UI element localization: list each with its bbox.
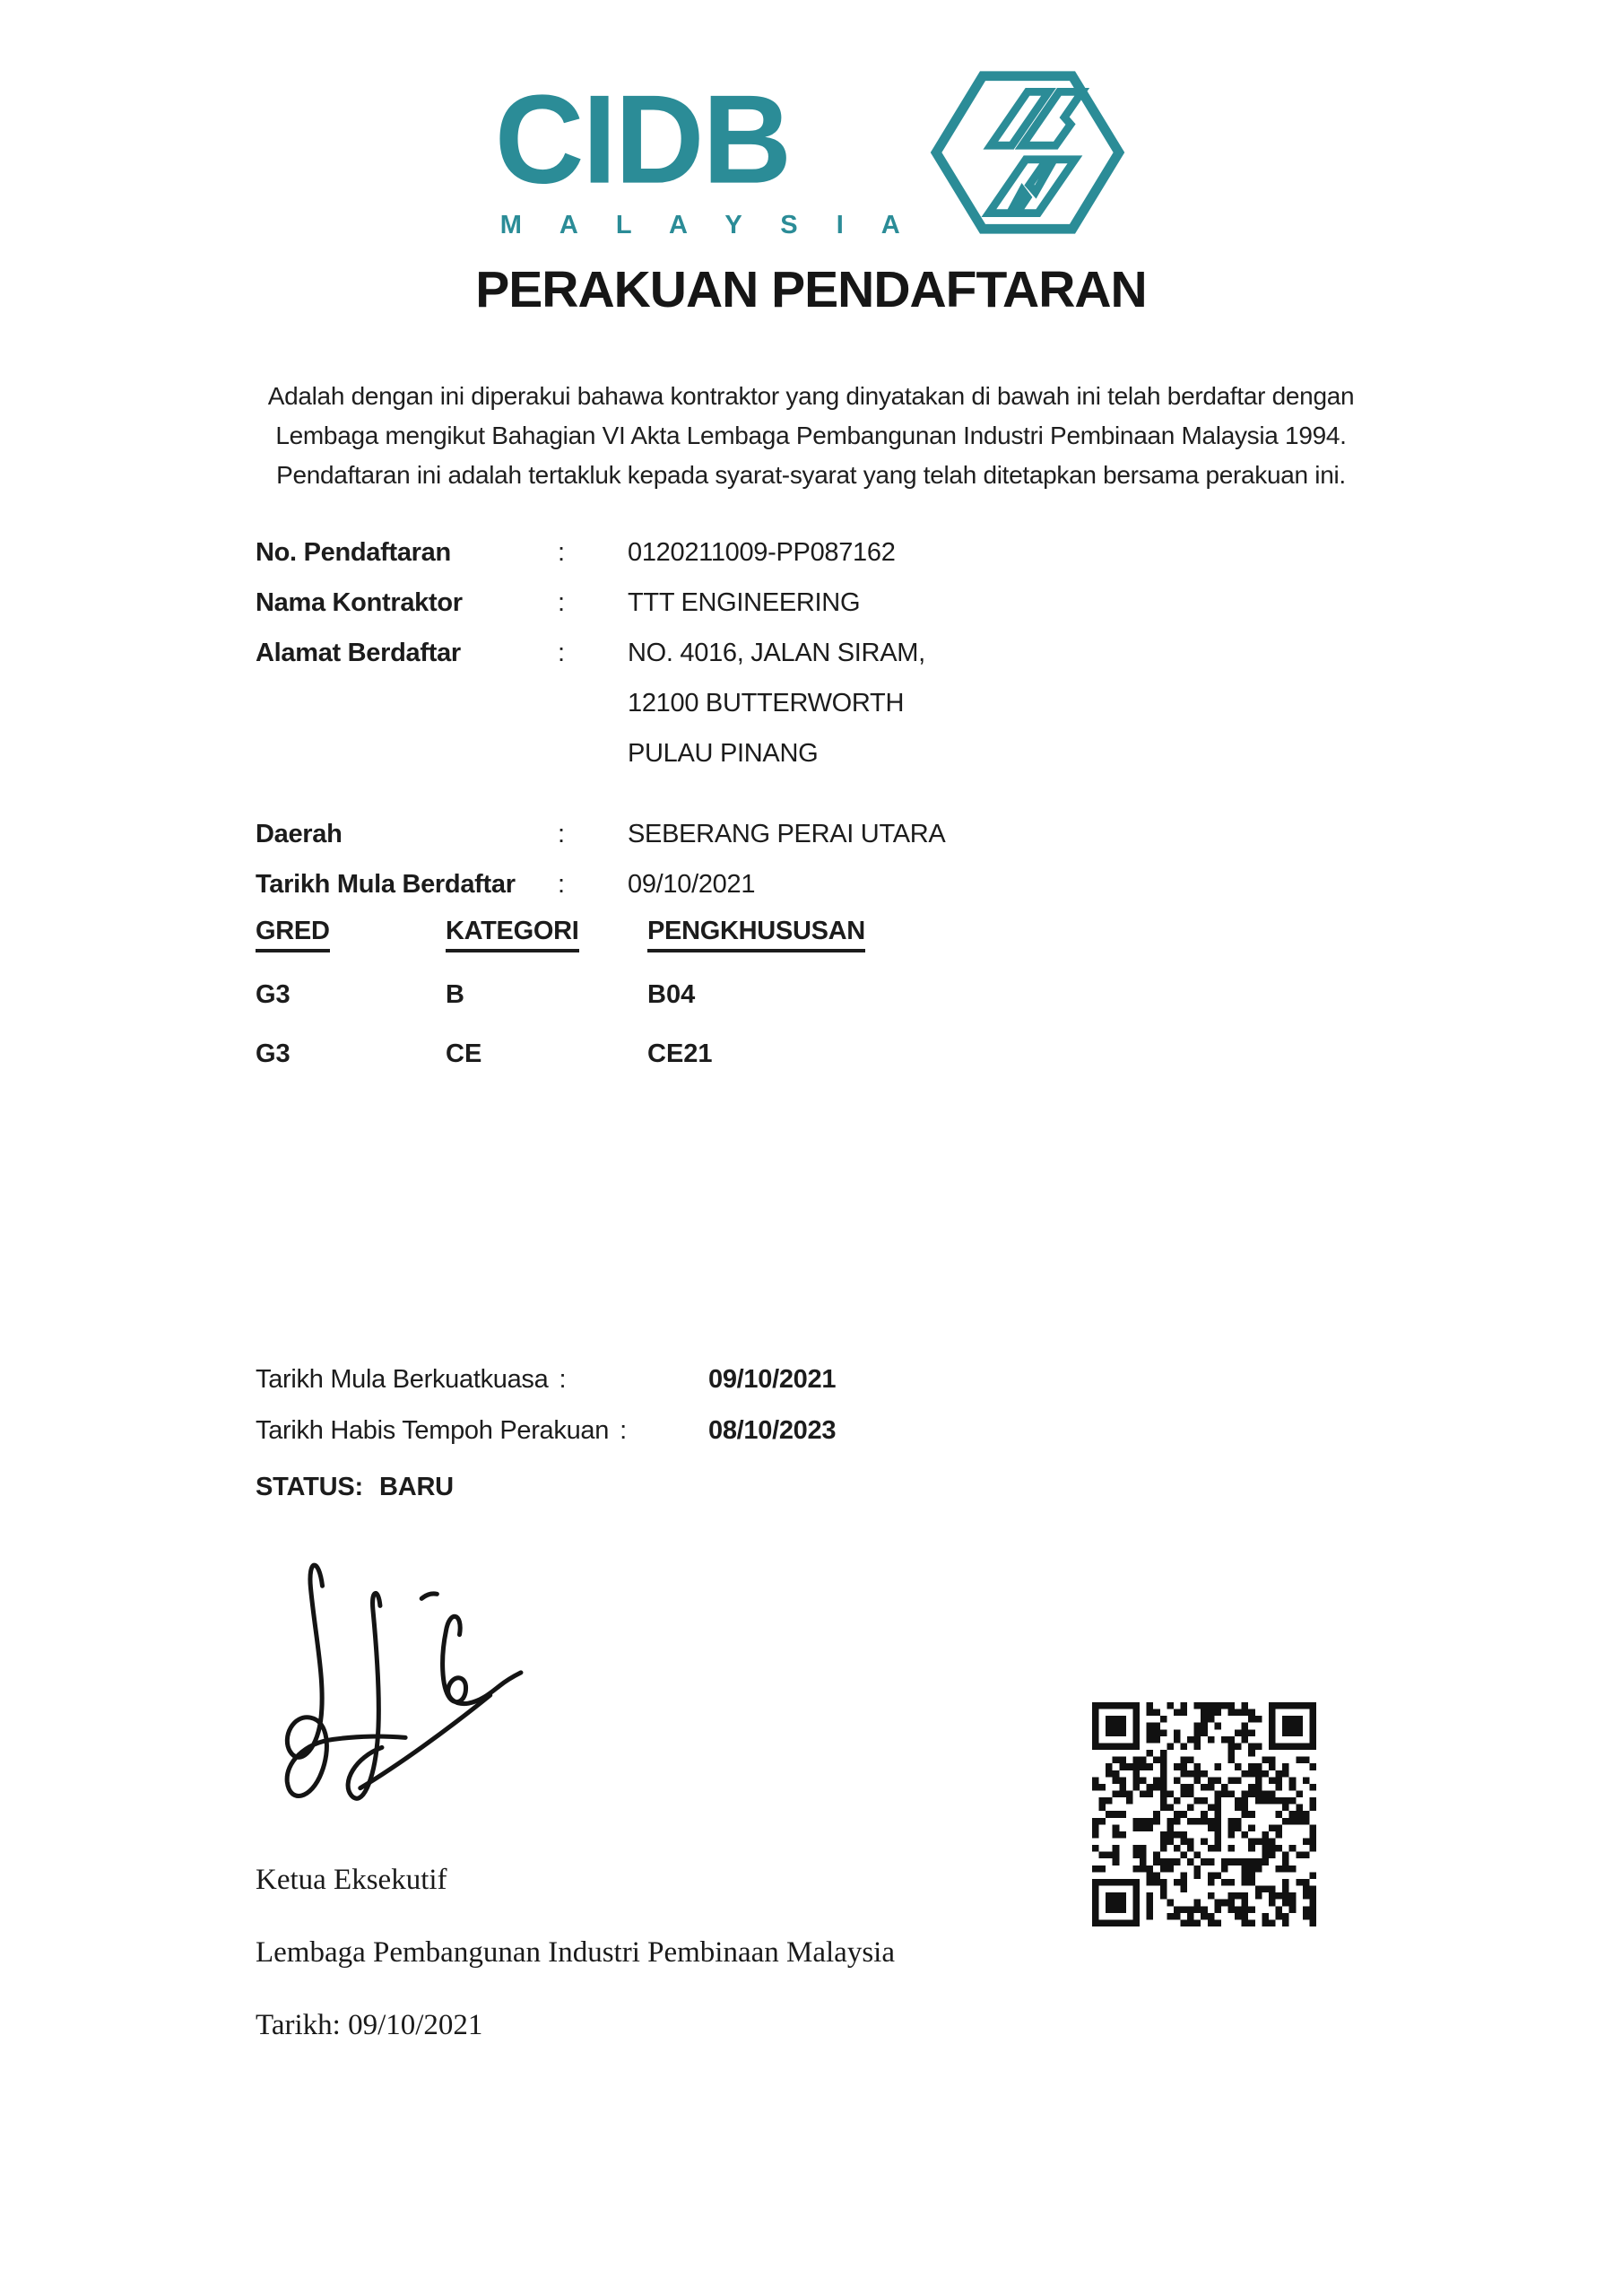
column-header-kategori: KATEGORI	[446, 917, 579, 952]
detail-label: Daerah	[256, 820, 343, 848]
cidb-hexagon-icon	[928, 65, 1127, 240]
validity-colon: :	[559, 1365, 567, 1394]
registration-details	[256, 538, 1376, 920]
cidb-logo-text	[494, 69, 916, 240]
detail-colon: :	[558, 820, 566, 848]
expiry-date: 08/10/2023	[708, 1416, 837, 1445]
detail-label: Tarikh Mula Berdaftar	[256, 870, 516, 899]
cidb-brand-text: CIDB	[494, 69, 791, 211]
status-row	[256, 1473, 1063, 1502]
detail-row-no-pendaftaran	[256, 538, 1376, 588]
grades-header-row	[256, 917, 1152, 952]
detail-label: Nama Kontraktor	[256, 588, 463, 617]
grades-table	[256, 917, 1152, 1099]
intro-line: Adalah dengan ini diperakui bahawa kontraktor yang dinyatakan di bawah ini telah berdaftar dengan	[267, 382, 1355, 410]
cidb-logo	[0, 65, 1622, 240]
organization-name: Lembaga Pembangunan Industri Pembinaan Malaysia	[256, 1936, 895, 1969]
district: SEBERANG PERAI UTARA	[628, 820, 946, 848]
detail-label: Alamat Berdaftar	[256, 639, 461, 667]
address-line: PULAU PINANG	[628, 739, 819, 768]
registration-number: 0120211009-PP087162	[628, 538, 896, 567]
detail-row-tarikh-mula-berdaftar	[256, 870, 1376, 920]
cidb-malaysia-text: M A L A Y S I A	[499, 211, 916, 239]
validity-label: Tarikh Mula Berkuatkuasa	[256, 1365, 549, 1394]
validity-colon: :	[620, 1416, 627, 1445]
intro-paragraph	[0, 377, 1622, 495]
detail-row-daerah	[256, 820, 1376, 870]
detail-label: No. Pendaftaran	[256, 538, 451, 567]
validity-label: Tarikh Habis Tempoh Perakuan	[256, 1416, 610, 1445]
category-cell: CE	[446, 1039, 482, 1068]
validity-section	[256, 1365, 1063, 1502]
detail-colon: :	[558, 639, 566, 667]
contractor-name: TTT ENGINEERING	[628, 588, 861, 617]
grade-cell: G3	[256, 980, 291, 1009]
status-label: STATUS:	[256, 1473, 363, 1501]
detail-colon: :	[558, 870, 566, 899]
specialization-cell: B04	[647, 980, 696, 1009]
signature-image	[244, 1550, 534, 1830]
category-cell: B	[446, 980, 464, 1009]
table-row	[256, 1039, 1152, 1069]
registration-start-date: 09/10/2021	[628, 870, 756, 899]
expiry-date-row	[256, 1416, 1063, 1467]
specialization-cell: CE21	[647, 1039, 713, 1068]
intro-line: Pendaftaran ini adalah tertakluk kepada syarat-syarat yang telah ditetapkan bersama perakuan ini.	[276, 461, 1346, 489]
grade-cell: G3	[256, 1039, 291, 1068]
detail-colon: :	[558, 588, 566, 617]
column-header-gred: GRED	[256, 917, 330, 952]
column-header-pengkhususan: PENGKHUSUSAN	[647, 917, 865, 952]
footer-block	[256, 1864, 1242, 2082]
detail-row-nama-kontraktor	[256, 588, 1376, 639]
footer-date: Tarikh: 09/10/2021	[256, 2009, 483, 2041]
page-title: PERAKUAN PENDAFTARAN	[475, 261, 1147, 318]
detail-row-alamat-berdaftar	[256, 639, 1376, 789]
detail-colon: :	[558, 538, 566, 567]
effective-date: 09/10/2021	[708, 1365, 837, 1394]
address-line: 12100 BUTTERWORTH	[628, 689, 905, 718]
address-line: NO. 4016, JALAN SIRAM,	[628, 639, 925, 667]
intro-line: Lembaga mengikut Bahagian VI Akta Lembaga Pembangunan Industri Pembinaan Malaysia 1994.	[275, 422, 1347, 449]
signatory-title: Ketua Eksekutif	[256, 1864, 447, 1896]
table-row	[256, 980, 1152, 1010]
status-badge: BARU	[378, 1473, 454, 1501]
registered-address	[628, 639, 1376, 789]
effective-date-row	[256, 1365, 1063, 1416]
